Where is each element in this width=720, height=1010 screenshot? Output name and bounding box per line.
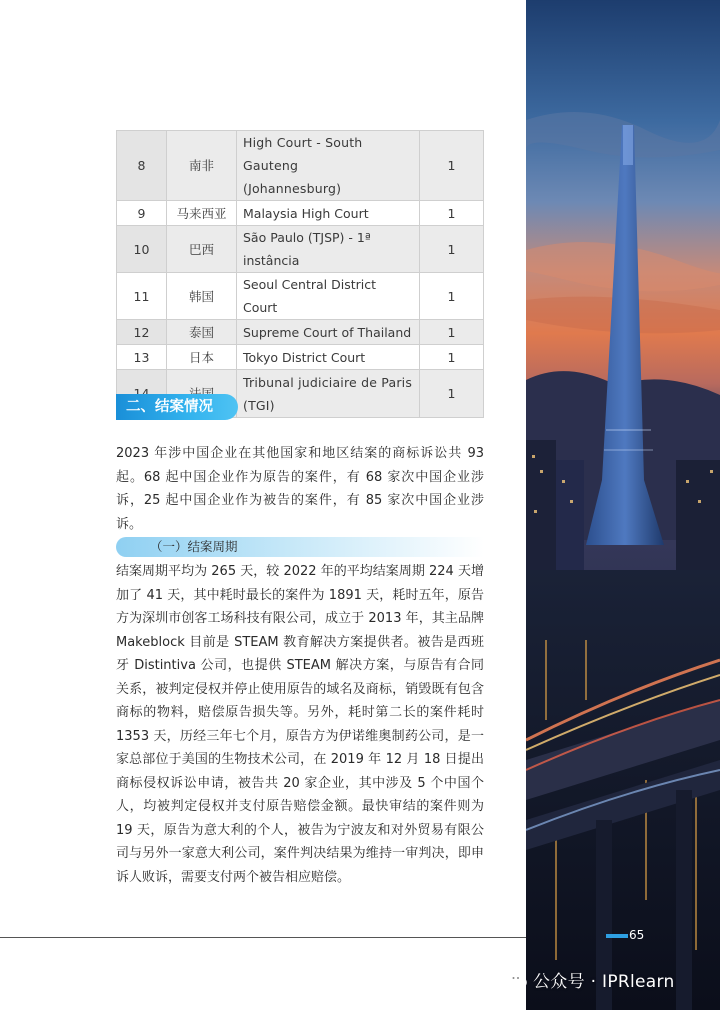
row-count: 1 [420,226,484,273]
city-photo [526,0,720,1010]
row-country: 泰国 [167,320,237,345]
body-paragraph: 结案周期平均为 265 天，较 2022 年的平均结案周期 224 天增加了 41 天，其中耗时最长的案件为 1891 天，耗时五年，原告方为深圳市创客工场科技有限公司，成立于 2013 年，其主品牌 Makeblock 目前是 STEAM 教育解决方案提供者。被告是西班牙 Distintiva 公司，也提供 STEAM 解决方案，与原告有合同关系，被判定侵权并停止使用原告的域名及商标，销毁既有包含商标的物料，赔偿原告损失等。另外，耗时第二长的案件耗时 1353 天，历经三年七个月，原告方为伊诺维奥制药公司，是一家总部位于美国的生物技术公司，在 2019 年 12 月 18 日提出商标侵权诉讼申请，被告共 20 家企业，其中涉及 5 个中国个人，均被判定侵权并支付原告赔偿金额。最快审结的案件则为 19 天，原告为意大利的个人，被告为宁波友和对外贸易有限公司与另外一家意大利公司，案件判决结果为维持一审判决，即申诉人败诉，需要支付两个被告相应赔偿。 [116,564,484,885]
table-row [117,131,484,201]
table-row [117,320,484,345]
row-count: 1 [420,370,484,418]
intro-paragraph: 2023 年涉中国企业在其他国家和地区结案的商标诉讼共 93 起。68 起中国企业作为原告的案件，有 68 家次中国企业涉诉，25 起中国企业作为被告的案件，有 85 家次中国企业涉诉。 [116,446,484,532]
watermark-text: 公众号 · IPRlearn [533,972,675,992]
row-country: 日本 [167,345,237,370]
row-court: Supreme Court of Thailand [237,320,420,345]
page-number: 65 [629,928,645,942]
row-court: São Paulo (TJSP) - 1ª instância [237,226,420,273]
page-number-accent [606,934,628,938]
subsection-heading: （一）结案周期 [116,537,484,557]
table-row [117,345,484,370]
row-count: 1 [420,201,484,226]
table-row [117,226,484,273]
row-number: 11 [117,273,167,320]
row-number: 12 [117,320,167,345]
court-line-1: High Court - South Gauteng [243,135,363,173]
court-table [116,130,484,418]
watermark [508,968,675,996]
court-line-2: (Johannesburg) [243,181,342,196]
row-number: 9 [117,201,167,226]
row-number: 13 [117,345,167,370]
row-court: Malaysia High Court [237,201,420,226]
court-line-1: Tribunal judiciaire de Paris [243,374,413,390]
row-court: Tokyo District Court [237,345,420,370]
section-heading: 二、结案情况 [116,394,238,420]
table-row [117,273,484,320]
row-count: 1 [420,320,484,345]
row-country: 巴西 [167,226,237,273]
row-country: 马来西亚 [167,201,237,226]
row-count: 1 [420,131,484,201]
row-court [237,131,420,201]
row-count: 1 [420,345,484,370]
row-country: 南非 [167,131,237,201]
row-count: 1 [420,273,484,320]
row-court: Seoul Central District Court [237,273,420,320]
row-number: 8 [117,131,167,201]
footer-divider [0,937,526,938]
wechat-icon [508,972,528,989]
row-country: 韩国 [167,273,237,320]
court-line-2: (TGI) [243,397,275,413]
row-number: 10 [117,226,167,273]
table-row [117,201,484,226]
row-court [237,370,420,418]
